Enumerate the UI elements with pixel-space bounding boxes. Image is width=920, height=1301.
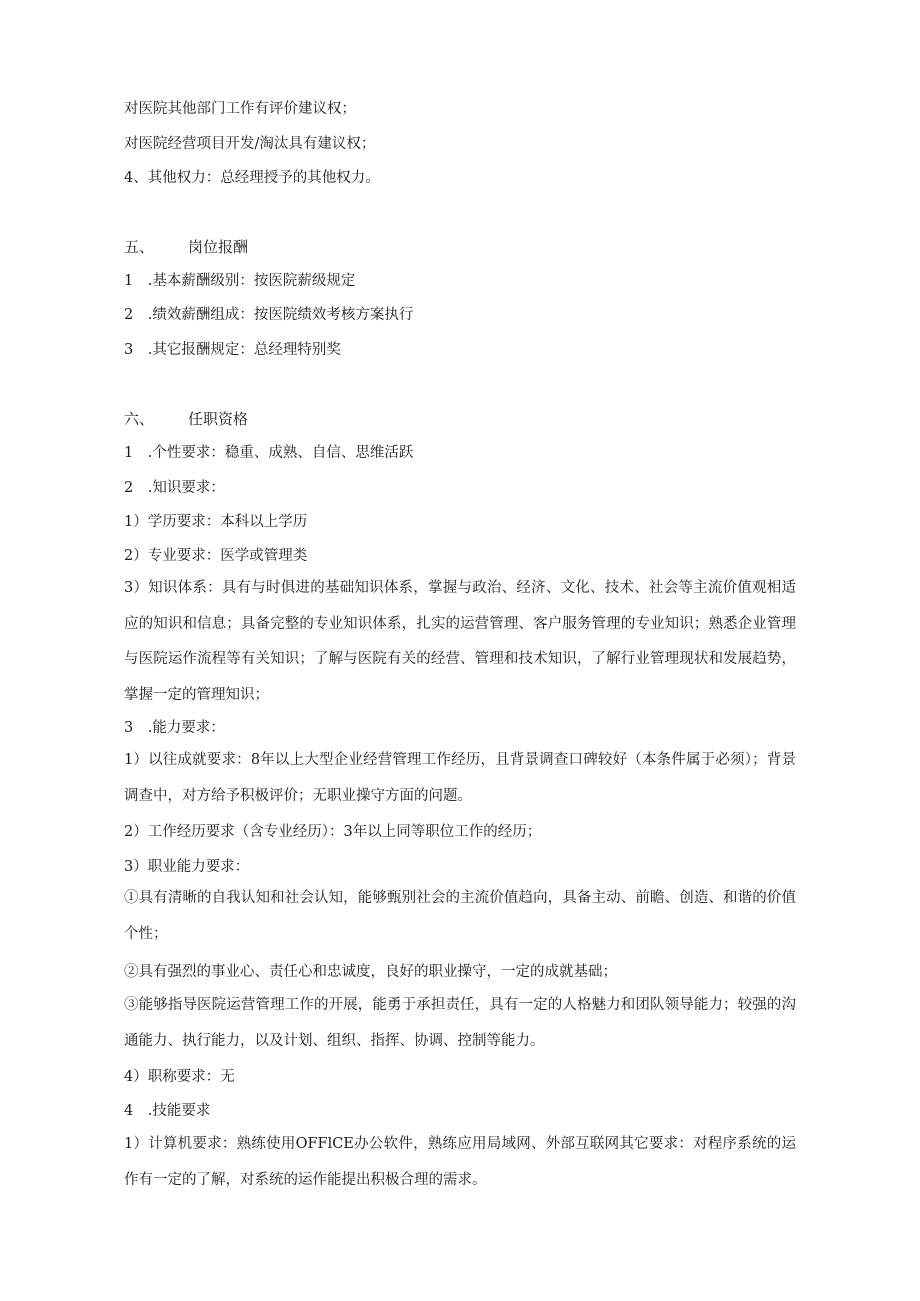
text-line: 4）职称要求：无 (124, 1069, 235, 1085)
text-line: 2）专业要求：医学或管理类 (124, 548, 308, 564)
section-heading-6 (124, 409, 248, 429)
text-line: 对医院经营项目开发/淘汰具有建议权； (124, 136, 376, 152)
list-item: 3 .其它报酬规定：总经理特别奖 (124, 342, 341, 358)
paragraph: 1）计算机要求：熟练使用OFFlCE办公软件，熟练应用局域网、外部互联网其它要求：对程序系统的运作有一定的了解，对系统的运作能提出积极合理的需求。 (124, 1136, 796, 1188)
section-number: 五、 (124, 238, 155, 256)
paragraph: 3）知识体系：具有与时俱进的基础知识体系，掌握与政治、经济、文化、技术、社会等主流价值观相适应的知识和信息；具备完整的专业知识体系，扎实的运营管理、客户服务管理的专业知识；熟悉企业管理与医院运作流程等有关知识；了解与医院有关的经营、管理和技术知识，了解行业管理现状和发展趋势，掌握一定的管理知识； (124, 580, 796, 703)
paragraph: ③能够指导医院运营管理工作的开展，能勇于承担责任，具有一定的人格魅力和团队领导能力；较强的沟通能力、执行能力，以及计划、组织、指挥、协调、控制等能力。 (124, 997, 796, 1049)
text-line: 2）工作经历要求（含专业经历）：3年以上同等职位工作的经历； (124, 824, 542, 840)
text-line: 4、其他权力：总经理授予的其他权力。 (124, 170, 380, 186)
section-number: 六、 (124, 410, 155, 428)
text-line: 对医院其他部门工作有评价建议权； (124, 101, 356, 117)
text-line: 2 .知识要求： (124, 480, 225, 496)
paragraph: ①具有清晰的自我认知和社会认知，能够甄别社会的主流价值趋向，具备主动、前瞻、创造、和谐的价值个性； (124, 890, 796, 942)
section-heading-5 (124, 237, 248, 257)
list-item: 1 .基本薪酬级别：按医院薪级规定 (124, 273, 356, 289)
text-line: ②具有强烈的事业心、责任心和忠诚度，良好的职业操守，一定的成就基础； (124, 964, 617, 980)
section-title: 任职资格 (188, 410, 249, 428)
text-line: 4 .技能要求 (124, 1103, 211, 1119)
section-title: 岗位报酬 (188, 238, 249, 256)
text-line: 1）学历要求：本科以上学历 (124, 514, 308, 530)
list-item: 2 .绩效薪酬组成：按医院绩效考核方案执行 (124, 307, 414, 323)
text-line: 3）职业能力要求： (124, 859, 250, 875)
text-line: 3 .能力要求： (124, 720, 225, 736)
paragraph: 1）以往成就要求：8年以上大型企业经营管理工作经历，且背景调查口碑较好（本条件属于必须）；背景调查中，对方给予积极评价；无职业操守方面的问题。 (124, 752, 796, 804)
text-line: 1 .个性要求：稳重、成熟、自信、思维活跃 (124, 445, 414, 461)
